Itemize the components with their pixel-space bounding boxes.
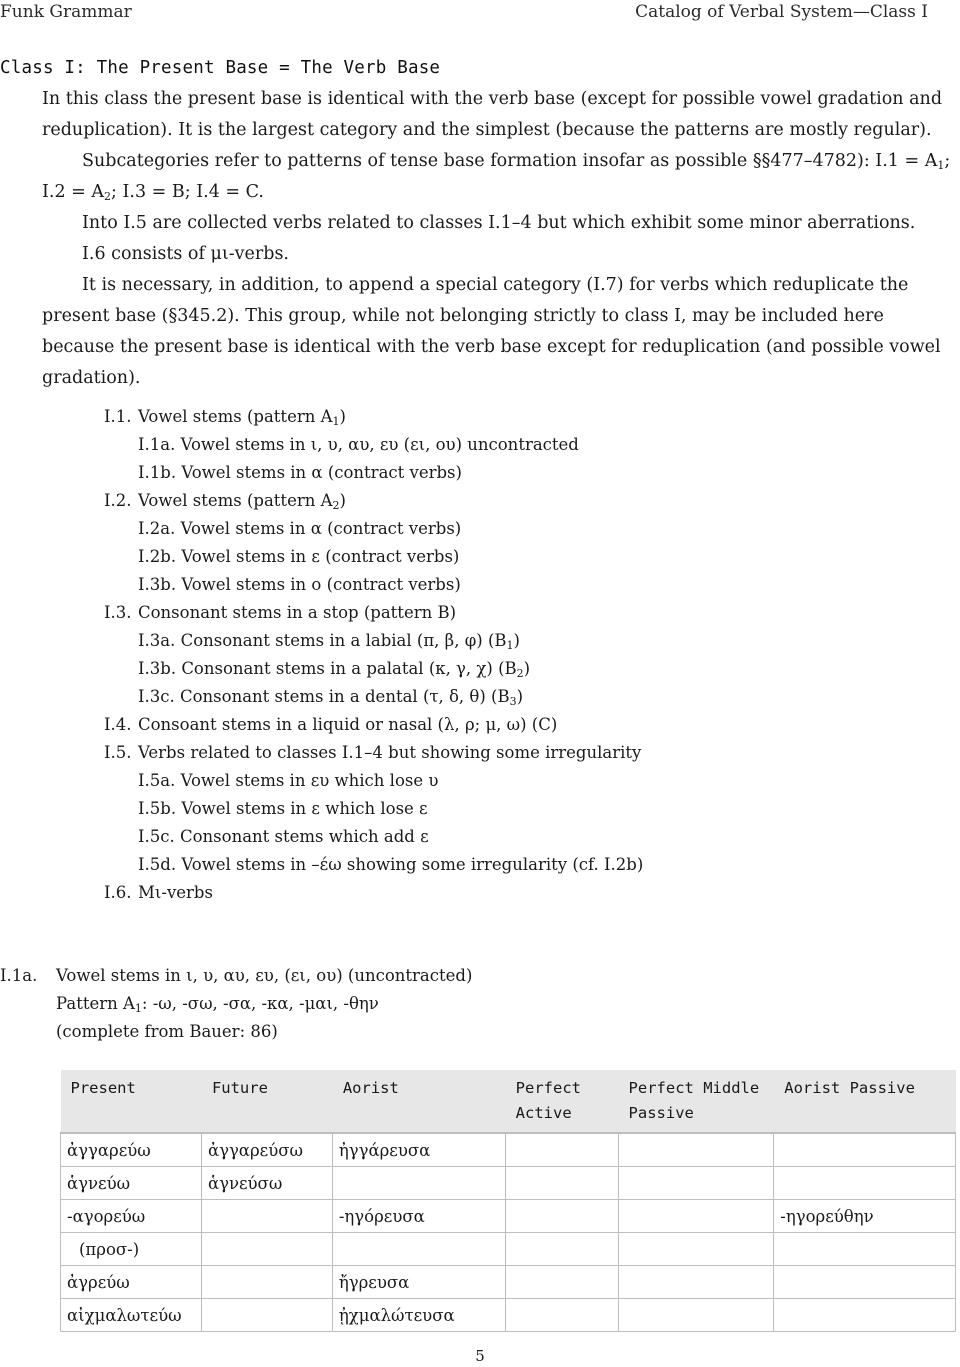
table-cell xyxy=(618,1266,774,1299)
table-cell xyxy=(505,1233,618,1266)
table-cell xyxy=(505,1200,618,1233)
table-row xyxy=(61,1233,956,1266)
table-cell: -ηγορεύθην xyxy=(774,1200,956,1233)
page-number: 5 xyxy=(475,1347,485,1365)
outline-item: I.3b. Vowel stems in ο (contract verbs) xyxy=(138,575,461,594)
column-header: Future xyxy=(201,1070,332,1133)
table-cell xyxy=(201,1200,332,1233)
table-cell xyxy=(618,1233,774,1266)
outline-item: I.1a. Vowel stems in ι, υ, αυ, ευ (ει, ου) uncontracted xyxy=(138,435,579,454)
table-cell: ἀγρεύω xyxy=(61,1266,202,1299)
table-cell xyxy=(618,1200,774,1233)
header-right: Catalog of Verbal System—Class I xyxy=(635,2,928,22)
table-cell xyxy=(505,1167,618,1200)
table-header-row xyxy=(61,1070,956,1133)
table-cell xyxy=(201,1266,332,1299)
outline-item: I.2b. Vowel stems in ε (contract verbs) xyxy=(138,547,460,566)
table-cell xyxy=(505,1133,618,1167)
table-cell xyxy=(505,1299,618,1332)
section-pattern: Pattern $A_1$: -ω, -σω, -σα, -κα, -μαι, -θην xyxy=(56,994,379,1015)
column-header: Aorist xyxy=(332,1070,505,1133)
intro-p3: Into I.5 are collected verbs related to classes I.1–4 but which exhibit some minor aberrations. xyxy=(82,213,916,233)
table-cell xyxy=(505,1266,618,1299)
header-left: Funk Grammar xyxy=(0,2,132,22)
table-cell xyxy=(618,1167,774,1200)
table-cell xyxy=(774,1233,956,1266)
section-heading: Vowel stems in ι, υ, αυ, ευ, (ει, ου) (uncontracted) xyxy=(56,966,473,985)
outline-item: I.5c. Consonant stems which add ε xyxy=(138,827,429,846)
table-cell: ἠγγάρευσα xyxy=(332,1133,505,1167)
section-source-note: (complete from Bauer: 86) xyxy=(56,1022,278,1041)
table-row xyxy=(61,1266,956,1299)
table-cell: ἀγγαρεύω xyxy=(61,1133,202,1167)
table-cell: -ηγόρευσα xyxy=(332,1200,505,1233)
table-cell: ἁγνεύω xyxy=(61,1167,202,1200)
table-cell xyxy=(201,1233,332,1266)
table-cell xyxy=(201,1299,332,1332)
intro-p2-line2: $I.2 = A_2$; I.3 = B; I.4 = C. xyxy=(42,182,264,203)
outline-item: I.5d. Vowel stems in –έω showing some irregularity (cf. I.2b) xyxy=(138,855,644,874)
intro-p5-line3: because the present base is identical with the verb base except for reduplication (and possible vowel xyxy=(42,337,941,357)
table-cell xyxy=(774,1167,956,1200)
intro-p5-line1: It is necessary, in addition, to append a special category (I.7) for verbs which reduplicate the xyxy=(82,275,909,295)
verb-table xyxy=(60,1070,956,1332)
section-number: I.1a. xyxy=(0,966,38,985)
table-row xyxy=(61,1200,956,1233)
table-row xyxy=(61,1299,956,1332)
outline-item: I.5. Verbs related to classes I.1–4 but showing some irregularity xyxy=(104,743,642,762)
outline-item: I.1. Vowel stems (pattern $A_1$) xyxy=(104,407,346,428)
table-cell: ἁγνεύσω xyxy=(201,1167,332,1200)
table-cell: ᾐχμαλώτευσα xyxy=(332,1299,505,1332)
table-cell: ἤγρευσα xyxy=(332,1266,505,1299)
table-cell xyxy=(774,1133,956,1167)
table-cell: αἰχμαλωτεύω xyxy=(61,1299,202,1332)
table-cell xyxy=(618,1299,774,1332)
intro-p5-line4: gradation). xyxy=(42,368,141,388)
outline-item: I.2a. Vowel stems in α (contract verbs) xyxy=(138,519,462,538)
outline-item: I.4. Consoant stems in a liquid or nasal (λ, ρ; μ, ω) (C) xyxy=(104,715,558,734)
table-cell: ἀγγαρεύσω xyxy=(201,1133,332,1167)
table-cell: (προσ-) xyxy=(61,1233,202,1266)
intro-p1-line1: In this class the present base is identical with the verb base (except for possible vowel gradation and xyxy=(42,89,943,109)
column-header: Aorist Passive xyxy=(774,1070,956,1133)
table-cell: -αγορεύω xyxy=(61,1200,202,1233)
outline-item: I.3c. Consonant stems in a dental (τ, δ, θ) $(B_3)$ xyxy=(138,687,524,708)
table-cell xyxy=(618,1133,774,1167)
outline-item: I.6. Mι-verbs xyxy=(104,883,213,902)
outline-item: I.2. Vowel stems (pattern $A_2$) xyxy=(104,491,346,512)
outline-item: I.5b. Vowel stems in ε which lose ε xyxy=(138,799,428,818)
intro-p5-line2: present base (§345.2). This group, while not belonging strictly to class I, may be included here xyxy=(42,306,884,326)
column-header: Perfect Active xyxy=(505,1070,618,1133)
page-title: Class I: The Present Base = The Verb Base xyxy=(0,58,441,78)
outline-item: I.3b. Consonant stems in a palatal (κ, γ, χ) $(B_2)$ xyxy=(138,659,531,680)
intro-p2-line1: Subcategories refer to patterns of tense base formation insofar as possible §§477–4782): $I.1 = A_1$; xyxy=(82,151,951,172)
outline-item: I.1b. Vowel stems in α (contract verbs) xyxy=(138,463,462,482)
outline-item: I.3. Consonant stems in a stop (pattern B) xyxy=(104,603,457,622)
table-row xyxy=(61,1133,956,1167)
table-cell xyxy=(332,1167,505,1200)
intro-p4: I.6 consists of μι-verbs. xyxy=(82,244,289,264)
table-cell xyxy=(332,1233,505,1266)
outline-item: I.5a. Vowel stems in ευ which lose υ xyxy=(138,771,439,790)
table-cell xyxy=(774,1266,956,1299)
column-header: Present xyxy=(61,1070,202,1133)
outline-item: I.3a. Consonant stems in a labial (π, β, φ) $(B_1)$ xyxy=(138,631,520,652)
column-header: Perfect Middle Passive xyxy=(618,1070,774,1133)
intro-p1-line2: reduplication). It is the largest category and the simplest (because the patterns are mostly regular). xyxy=(42,120,932,140)
table-cell xyxy=(774,1299,956,1332)
table-row xyxy=(61,1167,956,1200)
